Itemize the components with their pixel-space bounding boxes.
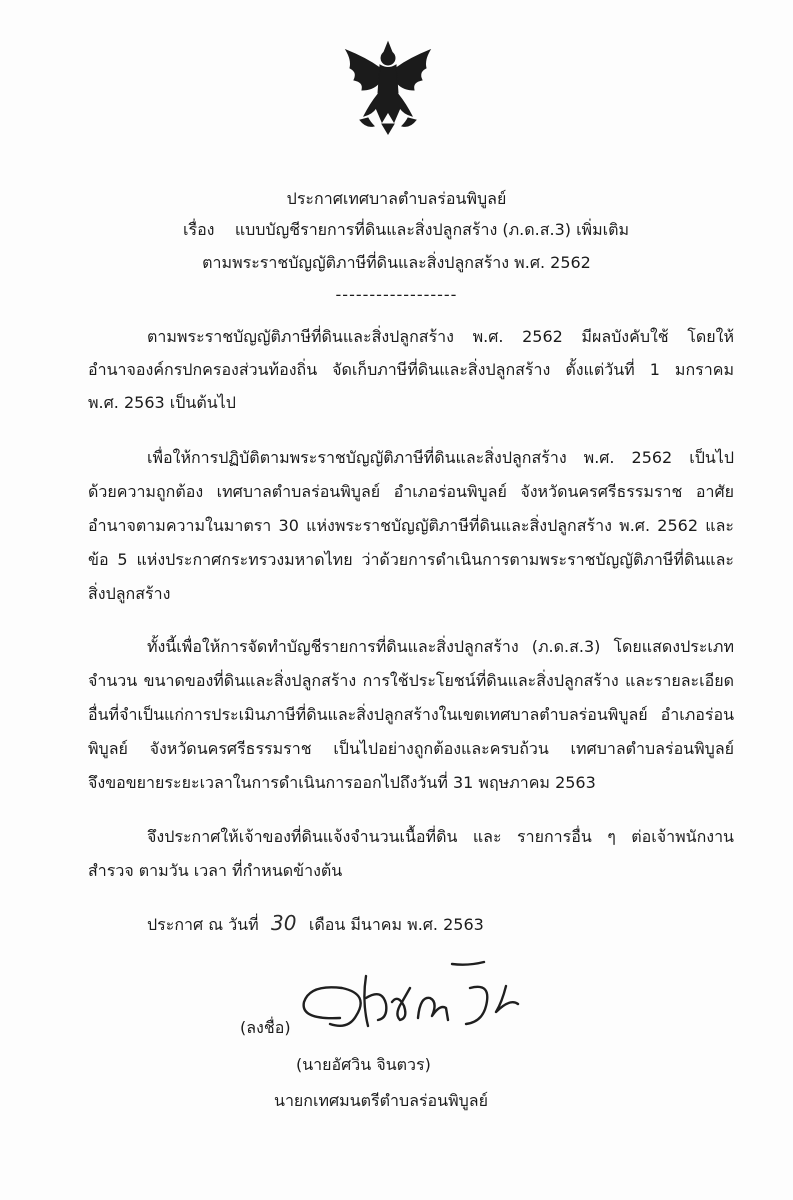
garuda-emblem-icon — [338, 38, 438, 138]
paragraph-4-line-1: จึงประกาศให้เจ้าของที่ดินแจ้งจำนวนเนื้อที่ดิน และ รายการอื่น ๆ ต่อเจ้าพนักงาน — [147, 827, 734, 846]
paragraph-3-line-4: พิบูลย์ จังหวัดนครศรีธรรมราช เป็นไปอย่างถูกต้องและครบถ้วน เทศบาลตำบลร่อนพิบูลย์ — [88, 739, 734, 758]
paragraph-2-line-1: เพื่อให้การปฏิบัติตามพระราชบัญญัติภาษีที่ดินและสิ่งปลูกสร้าง พ.ศ. 2562 เป็นไป — [147, 448, 734, 467]
subject-line-2: ตามพระราชบัญญัติภาษีที่ดินและสิ่งปลูกสร้าง พ.ศ. 2562 — [202, 253, 591, 272]
date-prefix: ประกาศ ณ วันที่ — [147, 915, 259, 934]
paragraph-2-line-3: อำนาจตามความในมาตรา 30 แห่งพระราชบัญญัติภาษีที่ดินและสิ่งปลูกสร้าง พ.ศ. 2562 และ — [88, 516, 735, 535]
subject-label: เรื่อง — [183, 220, 215, 239]
date-day: 30 — [271, 911, 297, 935]
paragraph-2-line-4: ข้อ 5 แห่งประกาศกระทรวงมหาดไทย ว่าด้วยการดำเนินการตามพระราชบัญญัติภาษีที่ดินและ — [88, 550, 734, 569]
paragraph-2-line-2: ด้วยความถูกต้อง เทศบาลตำบลร่อนพิบูลย์ อำเภอร่อนพิบูลย์ จังหวัดนครศรีธรรมราช อาศัย — [88, 482, 734, 501]
announcement-issuer: ประกาศเทศบาลตำบลร่อนพิบูลย์ — [286, 189, 507, 208]
paragraph-3-line-5: จึงขอขยายระยะเวลาในการดำเนินการออกไปถึงวันที่ 31 พฤษภาคม 2563 — [88, 773, 596, 792]
paragraph-3-line-3: อื่นที่จำเป็นแก่การประเมินภาษีที่ดินและสิ่งปลูกสร้างในเขตเทศบาลตำบลร่อนพิบูลย์ อำเภอร่อน — [88, 705, 734, 724]
paragraph-1-line-2: อำนาจองค์กรปกครองส่วนท้องถิ่น จัดเก็บภาษีที่ดินและสิ่งปลูกสร้าง ตั้งแต่วันที่ 1 มกราคม — [88, 360, 734, 379]
paragraph-2-line-5: สิ่งปลูกสร้าง — [88, 584, 171, 603]
paragraph-1-line-1: ตามพระราชบัญญัติภาษีที่ดินและสิ่งปลูกสร้าง พ.ศ. 2562 มีผลบังคับใช้ โดยให้ — [147, 327, 734, 346]
paragraph-1-line-3: พ.ศ. 2563 เป็นต้นไป — [88, 393, 236, 412]
signature-label: (ลงชื่อ) — [240, 1018, 291, 1037]
date-line — [147, 912, 484, 936]
handwritten-signature — [270, 958, 530, 1048]
signer-position: นายกเทศมนตรีตำบลร่อนพิบูลย์ — [274, 1091, 488, 1110]
paragraph-4-line-2: สำรวจ ตามวัน เวลา ที่กำหนดข้างต้น — [88, 861, 343, 880]
subject-line — [183, 219, 629, 241]
paragraph-3-line-2: จำนวน ขนาดของที่ดินและสิ่งปลูกสร้าง การใช้ประโยชน์ที่ดินและสิ่งปลูกสร้าง และรายละเอียด — [88, 671, 734, 690]
date-suffix: เดือน มีนาคม พ.ศ. 2563 — [308, 915, 484, 934]
signer-name: (นายอัศวิน จินตวร) — [296, 1055, 431, 1074]
paragraph-3-line-1: ทั้งนี้เพื่อให้การจัดทำบัญชีรายการที่ดินและสิ่งปลูกสร้าง (ภ.ด.ส.3) โดยแสดงประเภท — [147, 637, 734, 656]
subject-text: แบบบัญชีรายการที่ดินและสิ่งปลูกสร้าง (ภ.ด.ส.3) เพิ่มเติม — [234, 220, 630, 239]
divider: ------------------ — [335, 285, 458, 304]
